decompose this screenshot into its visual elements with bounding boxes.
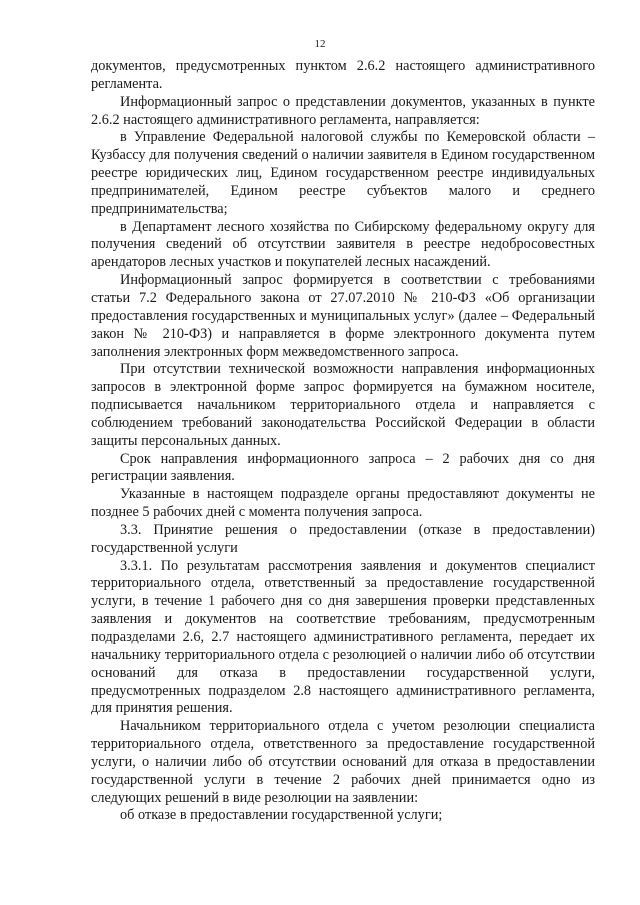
paragraph: об отказе в предоставлении государственной услуги; bbox=[120, 807, 443, 824]
paragraph: Начальником территориального отдела с учетом резолюции специалиста территориального отдела, ответственного за предоставление государственной услуги, о наличии либо об отсутствии оснований для отказа в предоставлении государственной услуги в течение 2 рабочих дней принимается одно из следующих решений в виде резолюции на заявлении: bbox=[91, 718, 595, 806]
paragraph: Указанные в настоящем подразделе органы предоставляют документы не позднее 5 рабочих дней с момента получения запроса. bbox=[91, 486, 595, 521]
paragraph: в Департамент лесного хозяйства по Сибирскому федеральному округу для получения сведений об отсутствии заявителя в реестре недобросовестных арендаторов лесных участков и покупателей лесных насаждений. bbox=[91, 218, 595, 271]
paragraph: 3.3. Принятие решения о предоставлении (отказе в предоставлении) государственной услуги bbox=[91, 521, 595, 556]
paragraph: При отсутствии технической возможности направления информационных запросов в электронной форме запрос формируется на бумажном носителе, подписывается начальником территориального отдела и направляется с соблюдением требований законодательства Российской Федерации в области защиты персональных данных. bbox=[91, 361, 595, 449]
paragraph: Информационный запрос о представлении документов, указанных в пункте 2.6.2 настоящего административного регламента, направляется: bbox=[91, 93, 595, 128]
page-number: 12 bbox=[314, 38, 326, 50]
paragraph: в Управление Федеральной налоговой службы по Кемеровской области – Кузбассу для получения сведений о наличии заявителя в Едином государственном реестре юридических лиц, Едином государственном реестре индивидуальных предпринимателей, Едином реестре субъектов малого и среднего предпринимательства; bbox=[91, 129, 595, 217]
paragraph: документов, предусмотренных пунктом 2.6.2 настоящего административного регламента. bbox=[91, 58, 595, 92]
paragraph: Срок направления информационного запроса – 2 рабочих дня со дня регистрации заявления. bbox=[91, 450, 595, 485]
paragraph: 3.3.1. По результатам рассмотрения заявления и документов специалист территориального отдела, ответственный за предоставление государственной услуги, в течение 1 рабочего дня со дня завершения проверки представленных заявления и документов на соответствие требованиям, предусмотренным подразделами 2.6, 2.7 настоящего административного регламента, передает их начальнику территориального отдела с резолюцией о наличии либо об отсутствии оснований для отказа в предоставлении государственной услуги, предусмотренных подразделом 2.8 настоящего административного регламента, для принятия решения. bbox=[91, 557, 595, 717]
paragraph: Информационный запрос формируется в соответствии с требованиями статьи 7.2 Федерального закона от 27.07.2010 № 210-ФЗ «Об организации предоставления государственных и муниципальных услуг» (далее – Федеральный закон № 210-ФЗ) и направляется в форме электронного документа путем заполнения электронных форм межведомственного запроса. bbox=[91, 272, 595, 360]
document-body bbox=[91, 58, 595, 825]
